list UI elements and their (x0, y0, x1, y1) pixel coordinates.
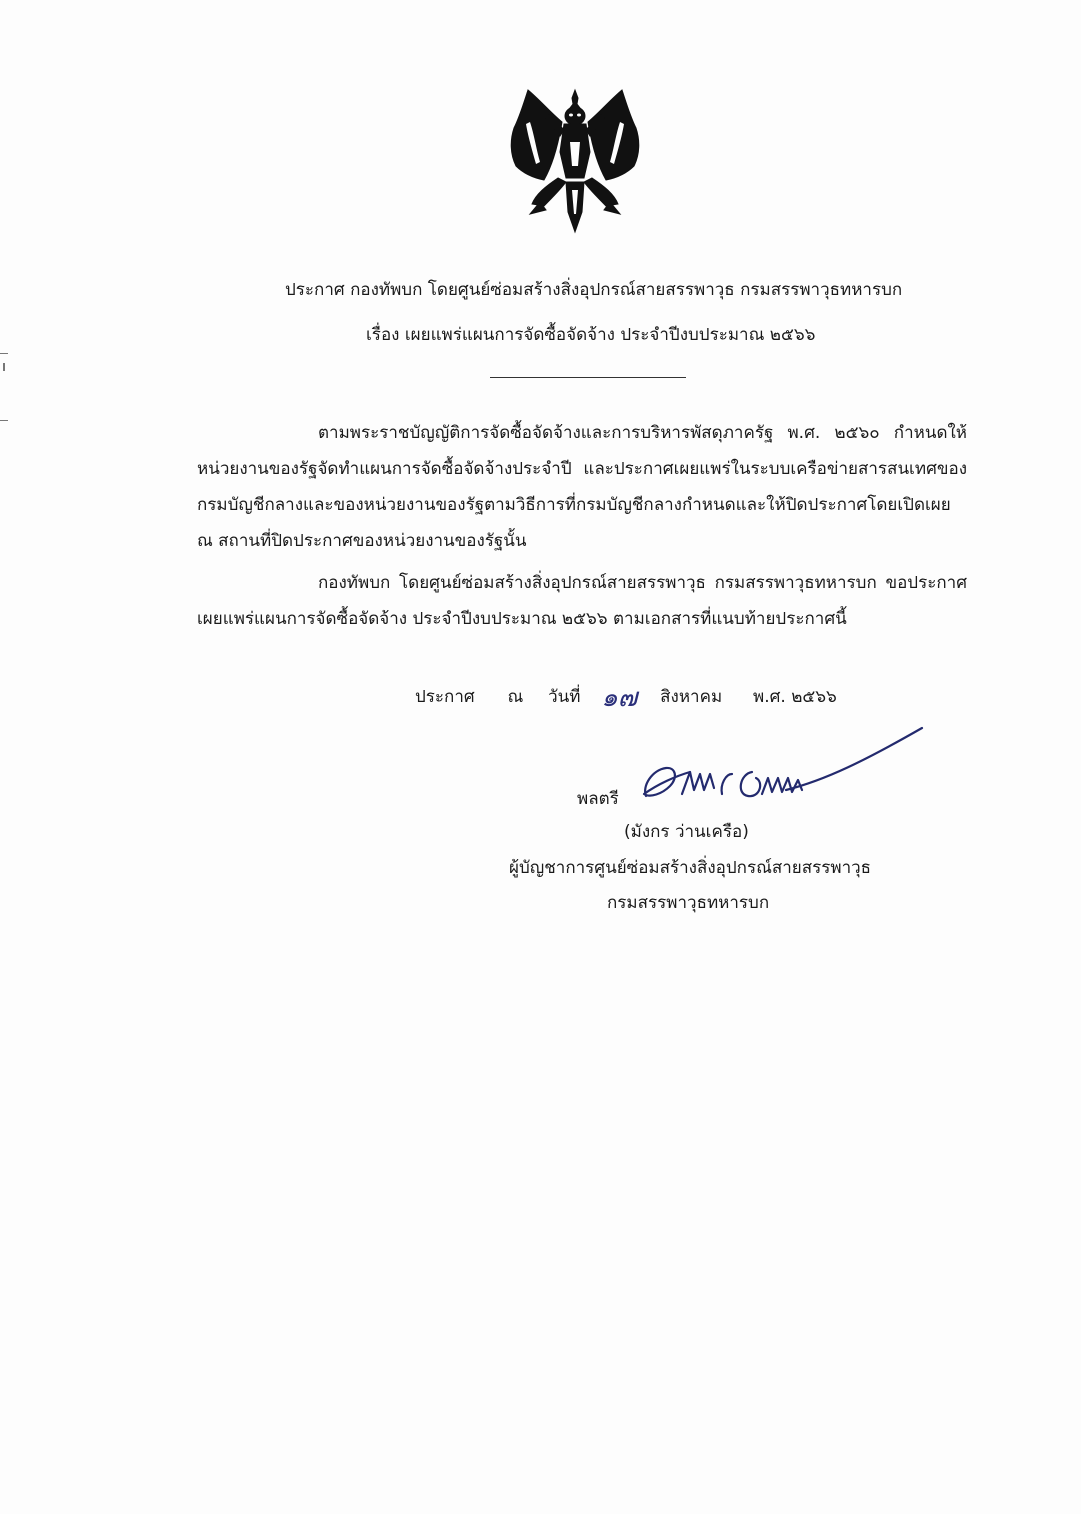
date-line (415, 683, 837, 713)
announcement-subject: เรื่อง เผยแพร่แผนการจัดซื้อจัดจ้าง ประจำปีงบประมาณ ๒๕๖๖ (366, 325, 816, 345)
announcement-title: ประกาศ กองทัพบก โดยศูนย์ซ่อมสร้างสิ่งอุปกรณ์สายสรรพาวุธ กรมสรรพาวุธทหารบก (285, 280, 903, 300)
garuda-emblem-icon (500, 82, 650, 234)
scan-mark (0, 420, 8, 421)
day-label: วันที่ (548, 687, 581, 707)
paragraph-line: หน่วยงานของรัฐจัดทำแผนการจัดซื้อจัดจ้างประจำปี และประกาศเผยแพร่ในระบบเครือข่ายสารสนเทศของ (197, 459, 967, 479)
paragraph-line: เผยแพร่แผนการจัดซื้อจัดจ้าง ประจำปีงบประมาณ ๒๕๖๖ ตามเอกสารที่แนบท้ายประกาศนี้ (197, 609, 847, 629)
signer-name: (มังกร ว่านเครือ) (624, 822, 749, 842)
signature-text (0, 0, 1, 1)
handwritten-day: ๑๗ (601, 683, 638, 713)
signer-department: กรมสรรพาวุธทหารบก (607, 893, 770, 913)
month-label: สิงหาคม (660, 687, 723, 707)
header-divider (490, 377, 686, 378)
signer-position: ผู้บัญชาการศูนย์ซ่อมสร้างสิ่งอุปกรณ์สายสรรพาวุธ (509, 858, 872, 878)
paragraph-line: กรมบัญชีกลางและของหน่วยงานของรัฐตามวิธีการที่กรมบัญชีกลางกำหนดและให้ปิดประกาศโดยเปิดเผย (197, 495, 951, 515)
rank-label: พลตรี (577, 789, 619, 809)
scan-mark (3, 363, 5, 371)
year-label: พ.ศ. ๒๕๖๖ (752, 687, 837, 707)
paragraph-line: ณ สถานที่ปิดประกาศของหน่วยงานของรัฐนั้น (197, 531, 527, 551)
paragraph-line: กองทัพบก โดยศูนย์ซ่อมสร้างสิ่งอุปกรณ์สายสรรพาวุธ กรมสรรพาวุธทหารบก ขอประกาศ (318, 573, 967, 593)
announce-label: ประกาศ (415, 687, 475, 707)
scan-mark (0, 353, 8, 354)
signature-icon (636, 724, 931, 814)
at-label: ณ (507, 687, 524, 707)
paragraph-line: ตามพระราชบัญญัติการจัดซื้อจัดจ้างและการบริหารพัสดุภาครัฐ พ.ศ. ๒๕๖๐ กำหนดให้ (318, 423, 967, 443)
